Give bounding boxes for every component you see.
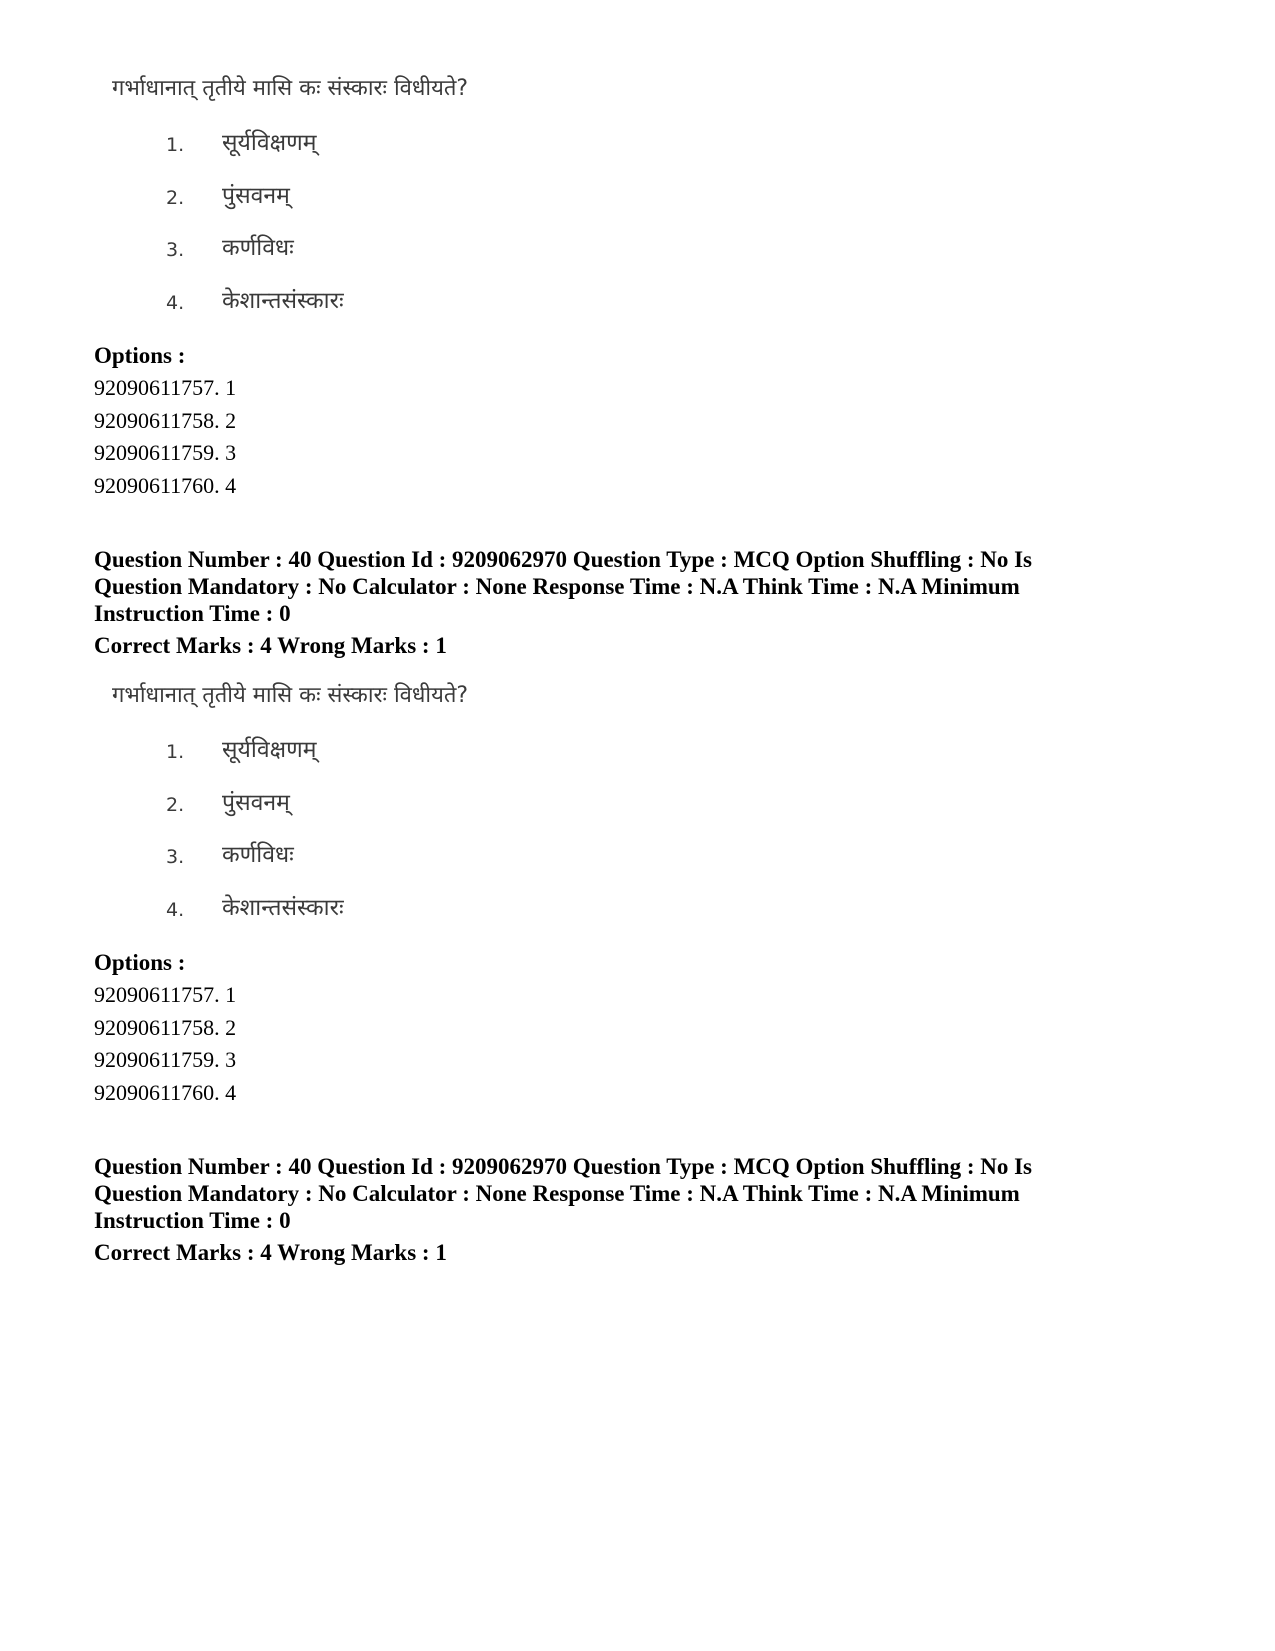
- option-line: 92090611758. 2: [94, 1014, 237, 1040]
- option-line: 92090611757. 1: [94, 375, 237, 400]
- meta-line: Question Number : 40 Question Id : 9209062970 Question Type : MCQ Option Shuffling : No Is: [94, 1154, 1033, 1179]
- choice-number: 2.: [166, 187, 185, 209]
- options-block-1: [94, 340, 694, 502]
- options-heading: Options :: [94, 343, 186, 368]
- question-stem: गर्भाधानात् तृतीये मासि कः संस्कारः विधीयते?: [112, 683, 469, 708]
- option-line: 92090611760. 4: [94, 472, 237, 498]
- choice-number: 4.: [166, 292, 185, 314]
- choice-text: सूर्यविक्षणम्: [222, 130, 317, 156]
- meta-line: Question Mandatory : No Calculator : None Response Time : N.A Think Time : N.A Minimum: [94, 1181, 1020, 1206]
- choice-number: 3.: [166, 239, 185, 261]
- option-line: 92090611759. 3: [94, 440, 237, 465]
- choice-text: केशान्तसंस्कारः: [222, 895, 344, 921]
- choice-text: पुंसवनम्: [222, 790, 290, 816]
- option-line: 92090611758. 2: [94, 407, 237, 433]
- choice-number: 4.: [166, 899, 185, 921]
- choice-number: 1.: [166, 741, 185, 763]
- marks-line: Correct Marks : 4 Wrong Marks : 1: [94, 633, 447, 658]
- choice-text: कर्णविधः: [222, 842, 294, 868]
- choice-number: 2.: [166, 794, 185, 816]
- meta-line: Question Number : 40 Question Id : 9209062970 Question Type : MCQ Option Shuffling : No Is: [94, 547, 1033, 572]
- marks-line: Correct Marks : 4 Wrong Marks : 1: [94, 1240, 447, 1265]
- question-meta-2: [94, 1153, 1094, 1266]
- meta-line: Instruction Time : 0: [94, 601, 291, 626]
- question-stem: गर्भाधानात् तृतीये मासि कः संस्कारः विधीयते?: [112, 76, 469, 101]
- options-block-2: [94, 947, 694, 1109]
- question-meta-1: [94, 546, 1094, 659]
- choice-text: कर्णविधः: [222, 235, 294, 261]
- choice-text: सूर्यविक्षणम्: [222, 737, 317, 763]
- meta-line: Instruction Time : 0: [94, 1208, 291, 1233]
- option-line: 92090611760. 4: [94, 1079, 237, 1105]
- choice-number: 1.: [166, 134, 185, 156]
- meta-line: Question Mandatory : No Calculator : None Response Time : N.A Think Time : N.A Minimum: [94, 574, 1020, 599]
- option-line: 92090611757. 1: [94, 982, 237, 1007]
- choice-text: केशान्तसंस्कारः: [222, 288, 344, 314]
- options-heading: Options :: [94, 950, 186, 975]
- choice-text: पुंसवनम्: [222, 183, 290, 209]
- choice-number: 3.: [166, 846, 185, 868]
- option-line: 92090611759. 3: [94, 1047, 237, 1072]
